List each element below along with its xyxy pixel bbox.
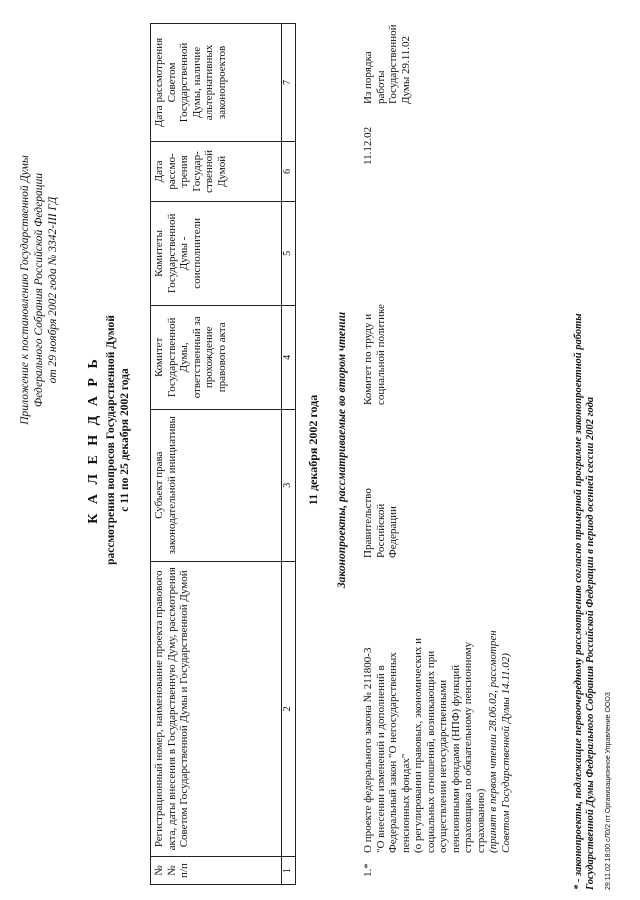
bill-line: социальных отношений, возникающих при [424,650,437,853]
bill-line: страховщика по обязательному пенсионному [462,641,474,853]
column-header: №№ п/п [151,857,282,885]
responsible-committee: Комитет по труду и социальной политике [362,304,387,405]
column-header: Дата рассмо-трения Государ-ственной Думой [151,141,282,201]
bill-line: пенсионных фондах" [399,753,412,853]
column-number: 4 [282,305,296,409]
title-line: с 11 по 25 декабря 2002 года [119,368,131,512]
section-heading: Законопроекты, рассматриваемые во втором чтении [336,311,348,589]
column-number: 1 [282,857,296,885]
date-heading: 11 декабря 2002 года [306,394,320,506]
column-header: Регистрационный номер, наименование проекта правового акта, даты внесения в Государственную Думу, рассмотрения Советом Государственной Думы и Государственной Думой [151,561,282,856]
bill-note: (принят в первом чтении 28.06.02, рассмотрен [487,630,499,853]
appendix-note [18,80,60,500]
title-main: К А Л Е Н Д А Р Ь [86,356,101,524]
column-number: 7 [282,24,296,142]
council-review-info: Из порядка работы Государственной Думы 29.11.02 [362,24,412,104]
column-header: Комитеты Государственной Думы - соисполнители [151,201,282,305]
initiative-subject: Правительство Российской Федерации [362,488,399,558]
column-header: Дата рассмотрения Советом Государственной Думы, наличие альтернативных законопроектов [151,24,282,142]
appendix-line: Приложение к постановлению Государственной Думы [19,155,31,425]
footnote-line: * - законопроекты, подлежащие первоочередному рассмотрению согласно примерной программе законопроектной работы [573,313,584,890]
bill-line: Федеральный закон "О негосударственных [387,652,399,853]
bill-line: (о регулировании правовых, экономических и [412,638,424,853]
title-line: рассмотрения вопросов Государственной Думой [105,315,117,565]
column-number: 2 [282,561,296,856]
bill-note: Советом Государственной Думы 14.11.02) [499,653,512,853]
document-title [86,230,132,650]
column-header: Субъект права законодательной инициативы [151,409,282,561]
footnote-line: Государственной Думы Федерального Собрания Российской Федерации в период осенней сессии 2002 года [585,396,596,890]
entry-index: 1.* [362,863,374,877]
bill-line: страхованию) [474,788,487,853]
bill-line: осуществлении негосударственными [437,679,449,853]
column-header: Комитет Государственной Думы, ответственный за прохождение правового акта [151,305,282,409]
column-number: 3 [282,409,296,561]
bill-line: пенсионными фондами (НПФ) функций [449,664,462,853]
calendar-header-table [150,23,296,885]
bill-line: "О внесении изменений и дополнений в [374,665,387,853]
bill-description [362,627,512,853]
bill-line: О проекте федерального закона № 211800-3 [362,647,374,853]
column-number: 5 [282,201,296,305]
appendix-line: Федерального Собрания Российской Федерации [33,172,45,408]
column-number: 6 [282,141,296,201]
appendix-line: от 29 ноября 2002 года № 3342-III ГД [47,196,59,384]
duma-review-date: 11.12.02 [362,126,374,165]
print-stamp: 29.11.02 18:00 сЛ0/2 пт Организационное Управление ООО3 [605,692,612,890]
footnote [573,20,597,890]
